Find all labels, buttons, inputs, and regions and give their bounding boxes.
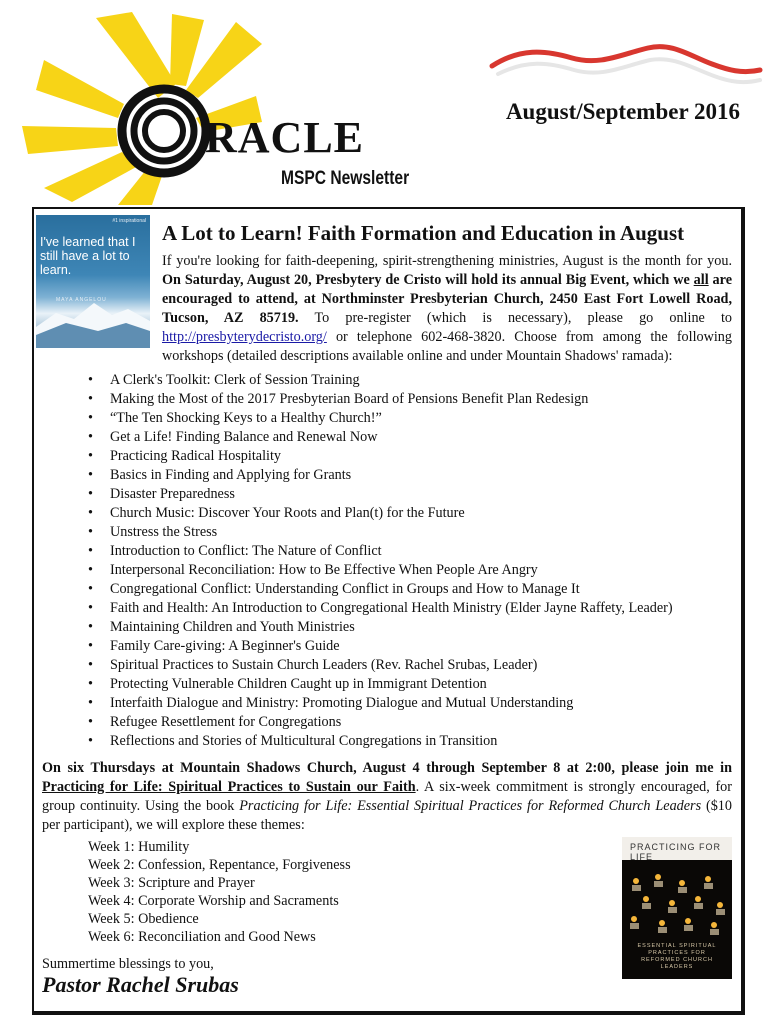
list-item: • Protecting Vulnerable Children Caught up in Immigrant Detention [88, 675, 673, 694]
cover-subtitle: ESSENTIAL SPIRITUAL PRACTICES FOR REFORMED CHURCH LEADERS [637, 943, 717, 970]
preregister-text: To pre-register (which is necessary), please go online to [298, 310, 732, 326]
list-item: • Faith and Health: An Introduction to Congregational Health Ministry (Elder Jayne Raffety, Leader) [88, 599, 673, 618]
course-title: Practicing for Life: Spiritual Practices to Sustain our Faith [42, 779, 416, 795]
oracle-o-icon [122, 89, 206, 173]
intro-text: If you're looking for faith-deepening, spirit-strengthening ministries, August is the month for you. [162, 253, 732, 269]
list-item: • Reflections and Stories of Multicultural Congregations in Transition [88, 732, 673, 751]
list-item: • Maintaining Children and Youth Ministries [88, 618, 673, 637]
list-item: • Family Care-giving: A Beginner's Guide [88, 637, 673, 656]
event-emphasis-all: all [693, 272, 709, 288]
list-item: • “The Ten Shocking Keys to a Healthy Church!” [88, 409, 673, 428]
masthead [0, 0, 770, 205]
presbytery-link[interactable]: http://presbyterydecristo.org/ [162, 329, 327, 345]
commitment-text: . A six-week commitment is strongly encouraged, for group continuity. Using the book [42, 779, 732, 814]
brand-word: RACLE [205, 113, 365, 162]
list-item: Week 4: Corporate Worship and Sacraments [88, 893, 339, 909]
list-item: Week 1: Humility [88, 839, 190, 855]
list-item: • Interfaith Dialogue and Ministry: Promoting Dialogue and Mutual Understanding [88, 694, 673, 713]
book-publisher-mark: #1 inspirational [112, 218, 146, 224]
list-item: Week 2: Confession, Repentance, Forgiveness [88, 857, 351, 873]
thursday-paragraph [42, 759, 732, 835]
book-quote: I've learned that I still have a lot to learn. [40, 235, 136, 277]
closing-line: Summertime blessings to you, [42, 956, 214, 972]
thursday-bold-text: On six Thursdays at Mountain Shadows Church, August 4 through September 8 at 2:00, please join me in [42, 760, 732, 776]
list-item: • Church Music: Discover Your Roots and Plan(t) for the Future [88, 504, 673, 523]
signature: Pastor Rachel Srubas [42, 972, 239, 997]
list-item: • Introduction to Conflict: The Nature of Conflict [88, 542, 673, 561]
list-item: • A Clerk's Toolkit: Clerk of Session Training [88, 371, 673, 390]
newsletter-subtitle: MSPC Newsletter [281, 168, 410, 189]
workshop-intro-text: or telephone 602-468-3820. Choose from among the following workshops (detailed descriptions available online and under Mountain Shadows' ramada): [162, 329, 732, 364]
issue-date: August/September 2016 [505, 99, 740, 124]
list-item: • Basics in Finding and Applying for Grants [88, 466, 673, 485]
themes-intro: ($10 per participant), we will explore these themes: [42, 798, 732, 833]
article-headline: A Lot to Learn! Faith Formation and Education in August [162, 221, 685, 245]
book-author: MAYA ANGELOU [56, 297, 107, 303]
list-item: • Congregational Conflict: Understanding Conflict in Groups and How to Manage It [88, 580, 673, 599]
book-cover-image [36, 215, 150, 348]
list-item: Week 5: Obedience [88, 911, 199, 927]
list-item: Week 6: Reconciliation and Good News [88, 929, 316, 945]
workshop-list [88, 371, 673, 751]
event-location: are encouraged to attend, at Northminster Presbyterian Church, 2450 East Fort Lowell Road, Tucson, AZ 85719. [162, 272, 732, 326]
book-title: Practicing for Life: Essential Spiritual Practices for Reformed Church Leaders [239, 798, 702, 814]
event-details: On Saturday, August 20, Presbytery de Cristo will hold its annual Big Event, which we [162, 272, 694, 288]
weekly-themes [88, 838, 351, 946]
list-item: • Disaster Preparedness [88, 485, 673, 504]
list-item: • Refugee Resettlement for Congregations [88, 713, 673, 732]
list-item: • Making the Most of the 2017 Presbyterian Board of Pensions Benefit Plan Redesign [88, 390, 673, 409]
list-item: Week 3: Scripture and Prayer [88, 875, 255, 891]
practicing-for-life-cover [622, 837, 732, 979]
list-item: • Get a Life! Finding Balance and Renewal Now [88, 428, 673, 447]
list-item: • Practicing Radical Hospitality [88, 447, 673, 466]
list-item: • Spiritual Practices to Sustain Church Leaders (Rev. Rachel Srubas, Leader) [88, 656, 673, 675]
list-item: • Unstress the Stress [88, 523, 673, 542]
list-item: • Interpersonal Reconciliation: How to Be Effective When People Are Angry [88, 561, 673, 580]
article-intro [162, 252, 732, 366]
cover-title: PRACTICING FOR LIFE [630, 842, 722, 862]
